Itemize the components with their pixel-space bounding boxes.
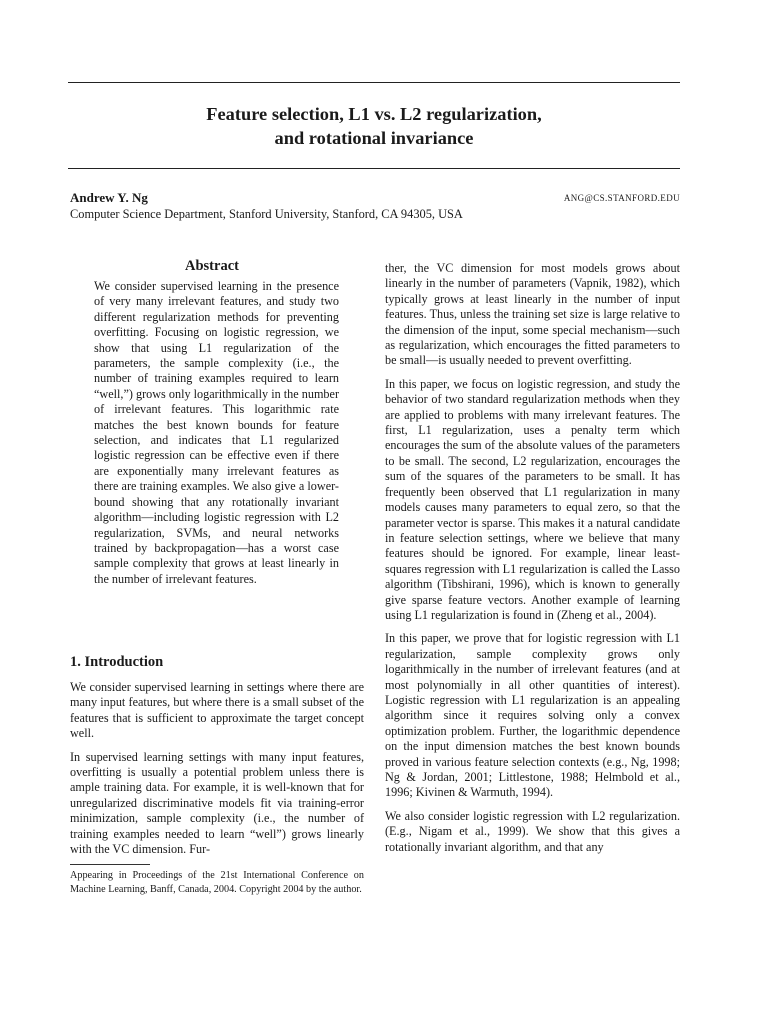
author-name: Andrew Y. Ng bbox=[70, 190, 148, 205]
footnote: Appearing in Proceedings of the 21st International Conference on Machine Learning, Banff, Canada, 2004. Copyright 2004 by the author. bbox=[70, 870, 364, 895]
left-column-body bbox=[70, 680, 364, 865]
right-paragraph-2: In this paper, we focus on logistic regression, and study the behavior of two standard regularization methods when they are applied to problems with many irrelevant features. The first, L1 regularization, uses a penalty term which encourages the sum of the absolute values of the parameters to be small. The second, L2 regularization, encourages the sum of the squares of the parameters to be small. It has frequently been observed that L1 regularization in many models causes many parameters to equal zero, so that the parameter vector is sparse. This makes it a natural candidate in feature selection settings, where we believe that many features should be ignored. For example, linear least-squares regression with L1 regularization is called the Lasso algorithm (Tibshirani, 1996), which is known to generally give sparse feature vectors. Another example of learning using L1 regularization is found in (Zheng et al., 2004). bbox=[385, 376, 680, 622]
abstract-heading: Abstract bbox=[185, 258, 239, 274]
introduction-heading: 1. Introduction bbox=[70, 654, 164, 670]
title-line-1: Feature selection, L1 vs. L2 regularization, bbox=[206, 104, 542, 124]
abstract-body bbox=[94, 279, 339, 595]
right-paragraph-1: ther, the VC dimension for most models grows about linearly in the number of parameters (Vapnik, 1982), which typically grows at least linearly in the number of input features. Thus, unless the training set size is large relative to the dimension of the input, some special mechanism—such as regularization, which encourages the fitted parameters to be small—is usually needed to prevent overfitting. bbox=[385, 261, 680, 368]
paper-title bbox=[68, 102, 680, 150]
abstract-text: We consider supervised learning in the presence of very many irrelevant features, and study two different regularization methods for preventing overfitting. Focusing on logistic regression, we show that using L1 regularization of the parameters, the sample complexity (i.e., the number of training examples required to learn “well,”) grows only logarithmically in the number of irrelevant features. This logarithmic rate matches the best known bounds for feature selection, and indicates that L1 regularized logistic regression can be effective even if there are exponentially many irrelevant features as there are training examples. We also give a lower-bound showing that any rotationally invariant algorithm—including logistic regression with L2 regularization, SVMs, and neural networks trained by backpropagation—has a worst case sample complexity that grows at least linearly in the number of irrelevant features. bbox=[94, 279, 339, 586]
right-column-body bbox=[385, 261, 680, 863]
title-bottom-rule bbox=[68, 168, 680, 169]
right-paragraph-4: We also consider logistic regression with L2 regularization. (E.g., Nigam et al., 1999). We show that this gives a rotationally invariant algorithm, and that any bbox=[385, 808, 680, 854]
author-affiliation: Computer Science Department, Stanford University, Stanford, CA 94305, USA bbox=[70, 207, 463, 221]
right-paragraph-3: In this paper, we prove that for logistic regression with L1 regularization, sample complexity grows only logarithmically in the number of irrelevant features (and at most polynomially in all other quantities of interest). Logistic regression with L1 regularization is an appealing algorithm since it requires solving only a convex optimization problem. Further, the logarithmic dependence on the input dimension matches the best known bounds proved in various feature selection contexts (e.g., Ng, 1998; Ng & Jordan, 2001; Littlestone, 1988; Helmbold et al., 1996; Kivinen & Warmuth, 1994). bbox=[385, 631, 680, 800]
intro-paragraph-1: We consider supervised learning in settings where there are many input features, but where there is a small subset of the features that is sufficient to approximate the target concept well. bbox=[70, 680, 364, 741]
footnote-rule bbox=[70, 864, 150, 865]
author-email: ANG@CS.STANFORD.EDU bbox=[563, 193, 680, 203]
title-line-2: and rotational invariance bbox=[274, 128, 474, 148]
top-rule bbox=[68, 82, 680, 83]
intro-paragraph-2: In supervised learning settings with many input features, overfitting is usually a potential problem unless there is ample training data. For example, it is well-known that for unregularized discriminative models fit via training-error minimization, sample complexity (i.e., the number of training examples needed to learn “well”) grows linearly with the VC dimension. Fur- bbox=[70, 749, 364, 857]
